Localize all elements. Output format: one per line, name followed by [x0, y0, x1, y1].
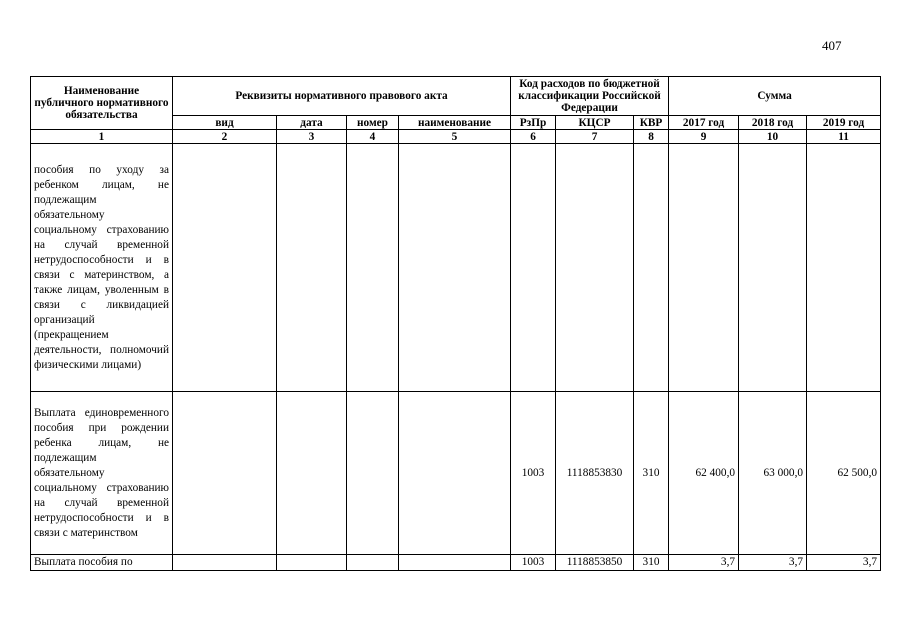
- act-date: [277, 144, 347, 392]
- header-vid: вид: [173, 116, 277, 130]
- code-kcsr: [556, 144, 634, 392]
- act-title: [399, 555, 511, 571]
- col-number: 9: [669, 130, 739, 144]
- col-number: 1: [31, 130, 173, 144]
- sum-2019: [807, 144, 881, 392]
- header-kvr: КВР: [634, 116, 669, 130]
- act-number: [347, 555, 399, 571]
- header-date: дата: [277, 116, 347, 130]
- sum-2018: [739, 144, 807, 392]
- table-row: [31, 392, 881, 555]
- header-kcsr: КЦСР: [556, 116, 634, 130]
- obligation-name: Выплата единовременного пособия при рождении ребенка лицам, не подлежащим обязательному социальному страхованию на случай временной нетрудоспособности и в связи с материнством: [31, 392, 173, 555]
- code-kvr: 310: [634, 555, 669, 571]
- code-kvr: [634, 144, 669, 392]
- sum-2019: 62 500,0: [807, 392, 881, 555]
- act-vid: [173, 144, 277, 392]
- code-rzpr: 1003: [511, 392, 556, 555]
- header-title: наименование: [399, 116, 511, 130]
- code-kvr: 310: [634, 392, 669, 555]
- header-row-main: [31, 77, 881, 116]
- col-number: 8: [634, 130, 669, 144]
- act-date: [277, 555, 347, 571]
- header-rzpr: РзПр: [511, 116, 556, 130]
- header-2017: 2017 год: [669, 116, 739, 130]
- col-number: 7: [556, 130, 634, 144]
- sum-2017: [669, 144, 739, 392]
- code-kcsr: 1118853830: [556, 392, 634, 555]
- col-number: 6: [511, 130, 556, 144]
- sum-2019: 3,7: [807, 555, 881, 571]
- act-vid: [173, 555, 277, 571]
- header-act-details: Реквизиты нормативного правового акта: [173, 77, 511, 116]
- budget-table: [30, 76, 881, 571]
- header-budget-code: Код расходов по бюджетной классификации Российской Федерации: [511, 77, 669, 116]
- act-vid: [173, 392, 277, 555]
- header-sum: Сумма: [669, 77, 881, 116]
- sum-2018: 3,7: [739, 555, 807, 571]
- act-number: [347, 144, 399, 392]
- page-number: 407: [822, 38, 842, 53]
- header-2019: 2019 год: [807, 116, 881, 130]
- header-row-numbers: [31, 130, 881, 144]
- act-title: [399, 392, 511, 555]
- code-rzpr: 1003: [511, 555, 556, 571]
- code-rzpr: [511, 144, 556, 392]
- act-date: [277, 392, 347, 555]
- act-title: [399, 144, 511, 392]
- col-number: 3: [277, 130, 347, 144]
- sum-2017: 3,7: [669, 555, 739, 571]
- col-number: 2: [173, 130, 277, 144]
- table-row: [31, 555, 881, 571]
- code-kcsr: 1118853850: [556, 555, 634, 571]
- table-row: [31, 144, 881, 392]
- sum-2017: 62 400,0: [669, 392, 739, 555]
- obligation-name: Выплата пособия по: [31, 555, 173, 571]
- act-number: [347, 392, 399, 555]
- header-name: Наименование публичного нормативного обязательства: [31, 77, 173, 130]
- header-2018: 2018 год: [739, 116, 807, 130]
- col-number: 10: [739, 130, 807, 144]
- col-number: 4: [347, 130, 399, 144]
- sum-2018: 63 000,0: [739, 392, 807, 555]
- header-number: номер: [347, 116, 399, 130]
- obligation-name: пособия по уходу за ребенком лицам, не подлежащим обязательному социальному страхованию на случай временной нетрудоспособности и в связи с материнством, а также лицам, уволенным в связи с ликвидацией организаций (прекращением деятельности, полномочий физическими лицами): [31, 144, 173, 392]
- col-number: 11: [807, 130, 881, 144]
- col-number: 5: [399, 130, 511, 144]
